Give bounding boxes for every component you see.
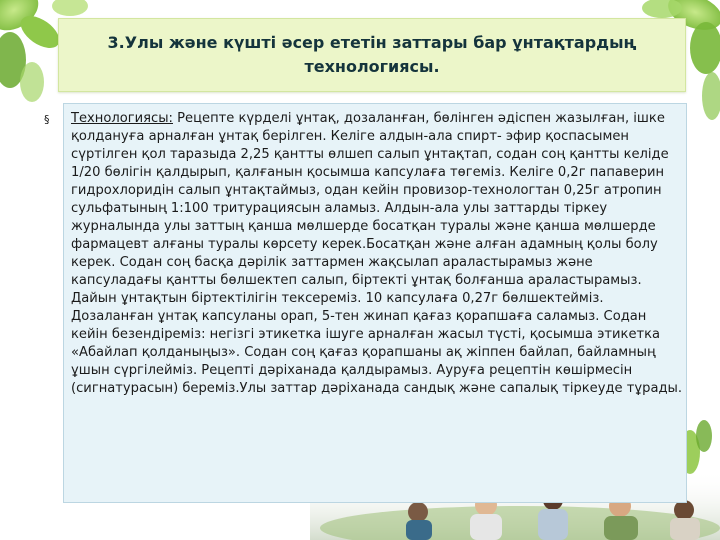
paragraph-text xyxy=(71,110,684,398)
term-label: Технологиясы: xyxy=(71,111,173,126)
bullet-paragraph xyxy=(44,110,684,398)
paragraph-body: Рецепте күрделі ұнтақ, дозаланған, бөлінген әдіспен жазылған, ішке қолдануға арналған ұнтақ берілген. Келіге алдын-ала спирт- эфир қоспасымен сүртілген қол таразыда 2,25 қантты өлшеп салып ұнтақтап, содан соң қантты келіде 1/20 бөлігін қалдырып, қалғанын қосымша капсулаға төгеміз. Келіге 0,2г папаверин гидрохлоридін салып ұнтақтаймыз, одан кейін провизор-технологтан 0,25г атропин сульфатының 1:100 тритурациясын аламыз. Алдын-ала улы заттарды тіркеу журналында улы заттың қанша мөлшерде босатқан туралы және қанша мөлшерде фармацевт алғаны туралы көрсету керек.Босатқан және алған адамның қолы болу керек. Содан соң басқа дәрілік заттармен жақсылап араластырамыз және капсуладағы қантты бөлшектеп салып, біртекті ұнтақ болғанша араластырамыз. Дайын ұнтақтын біртектілігін тексереміз. 10 капсулаға 0,27г бөлшектейміз. Дозаланған ұнтақ капсуланы орап, 5-тен жинап қағаз қорапшаға саламыз. Содан кейін безендіреміз: негізгі этикетка ішуге арналған жасыл түсті, қосымша этикетка «Абайлап қолданыңыз». Содан соң қағаз қорапшаны ақ жіппен байлап, байламның ұшын сүргілейміз. Рецепті дәріханада қалдырамыз. Ауруға рецептін көшірмесін (сигнатурасын) береміз.Улы заттар дәріханада сандық және сапалық тіркеуде тұрады. xyxy=(71,111,683,396)
slide-title: 3.Улы және күшті әсер ететін заттары бар ұнтақтардың технологиясы. xyxy=(107,33,637,76)
slide-title-box xyxy=(58,18,686,92)
bullet-icon: § xyxy=(44,113,50,126)
